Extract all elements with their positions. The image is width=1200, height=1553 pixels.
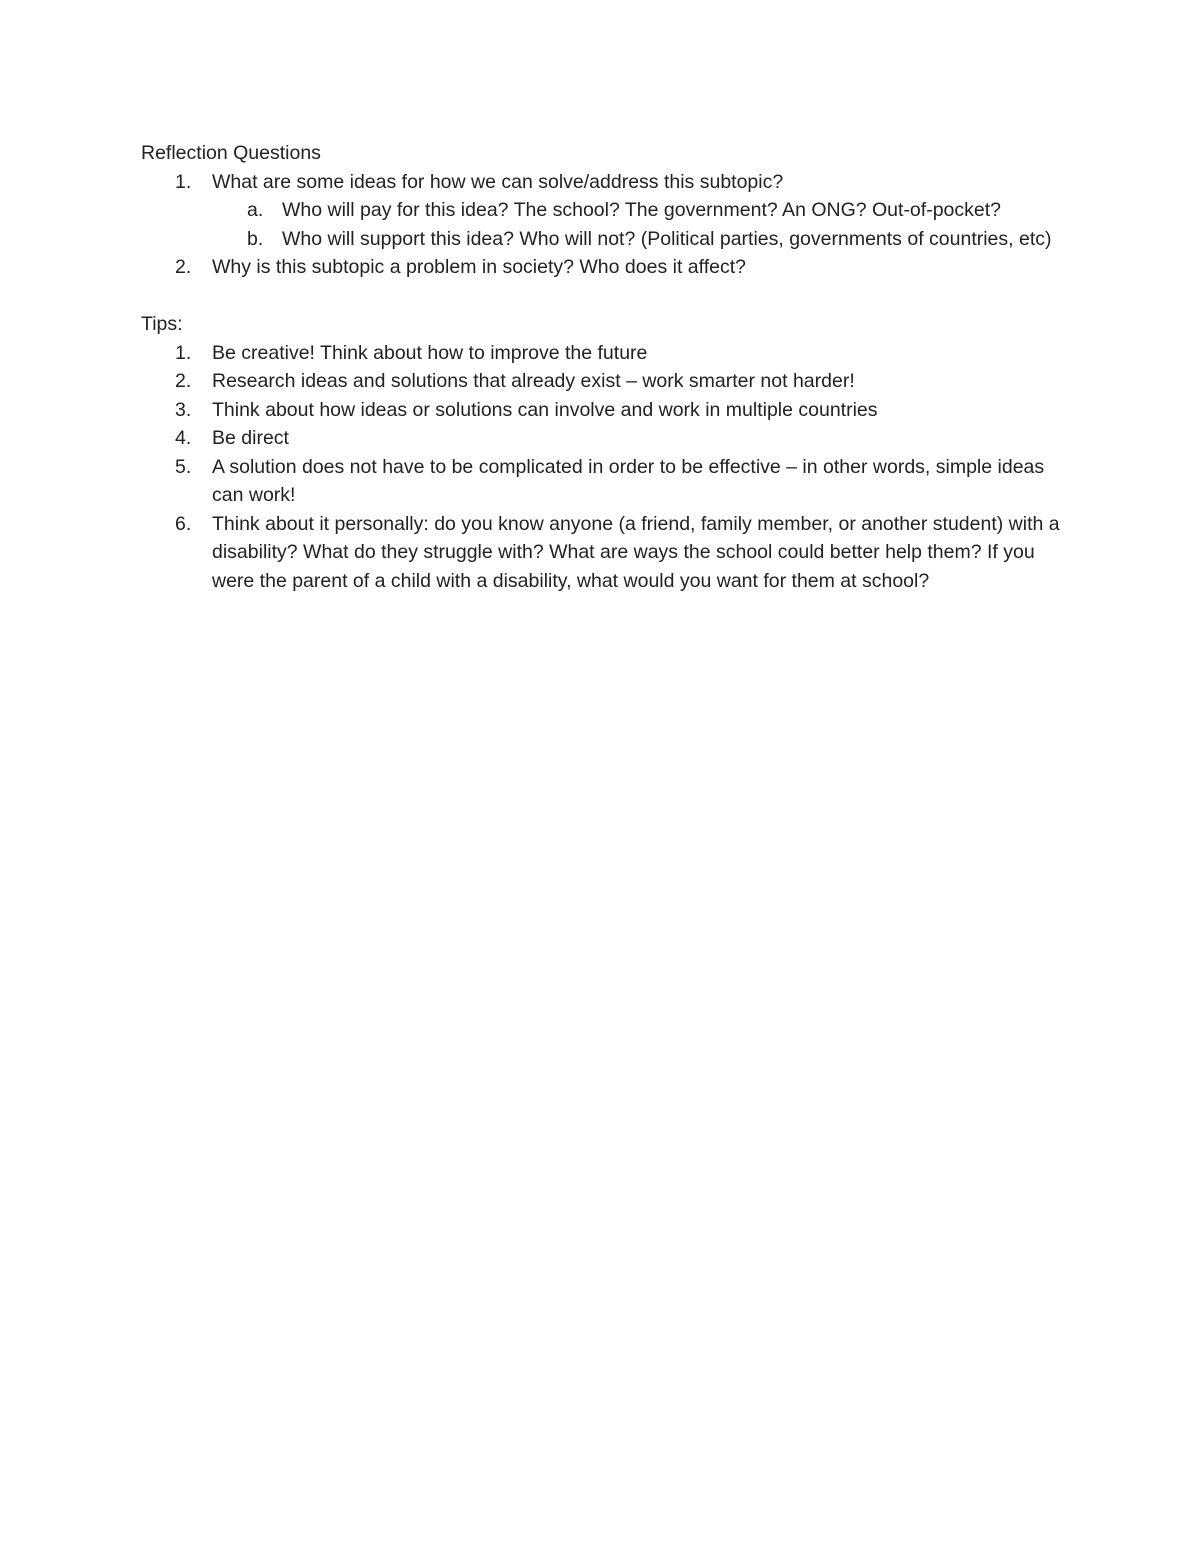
list-marker: 6.	[175, 512, 192, 535]
list-item-text: What are some ideas for how we can solve/address this subtopic?	[212, 170, 784, 193]
list-marker: 5.	[175, 455, 192, 478]
list-marker: 1.	[175, 341, 192, 364]
list-item-text: Why is this subtopic a problem in society? Who does it affect?	[212, 256, 746, 278]
list-marker: 2.	[175, 370, 192, 392]
reflection-subitem-a	[141, 196, 1061, 225]
list-marker: 1.	[175, 170, 192, 193]
tip-item-6	[141, 510, 1061, 596]
list-marker: 2.	[175, 256, 192, 278]
list-marker: 3.	[175, 398, 192, 421]
list-marker: a.	[247, 199, 264, 221]
list-marker: 4.	[175, 427, 192, 449]
list-item-text: Be creative! Think about how to improve the future	[212, 341, 648, 364]
reflection-item-2	[141, 253, 1061, 282]
reflection-subitem-b	[141, 225, 1061, 254]
document-page	[141, 139, 1061, 595]
list-item-text: A solution does not have to be complicated in order to be effective – in other words, simple ideas can work!	[212, 455, 1045, 506]
reflection-questions-heading: Reflection Questions	[141, 142, 321, 164]
list-item-text: Who will pay for this idea? The school? The government? An ONG? Out-of-pocket?	[282, 199, 1001, 221]
tip-item-3	[141, 396, 1061, 425]
list-item-text: Research ideas and solutions that already exist – work smarter not harder!	[212, 370, 855, 392]
section-spacer	[141, 282, 1061, 311]
tip-item-5	[141, 453, 1061, 510]
list-item-text: Think about how ideas or solutions can involve and work in multiple countries	[212, 398, 878, 421]
list-item-text: Think about it personally: do you know anyone (a friend, family member, or another student) with a disability? What do they struggle with? What are ways the school could better help them? If you were the parent of a child with a disability, what would you want for them at school?	[212, 512, 1060, 592]
list-marker: b.	[247, 227, 264, 250]
tip-item-1	[141, 339, 1061, 368]
reflection-item-1	[141, 168, 1061, 197]
tips-heading: Tips:	[141, 313, 183, 335]
tip-item-4	[141, 424, 1061, 453]
list-item-text: Be direct	[212, 427, 289, 449]
list-item-text: Who will support this idea? Who will not? (Political parties, governments of countries, etc)	[282, 227, 1052, 250]
tip-item-2	[141, 367, 1061, 396]
